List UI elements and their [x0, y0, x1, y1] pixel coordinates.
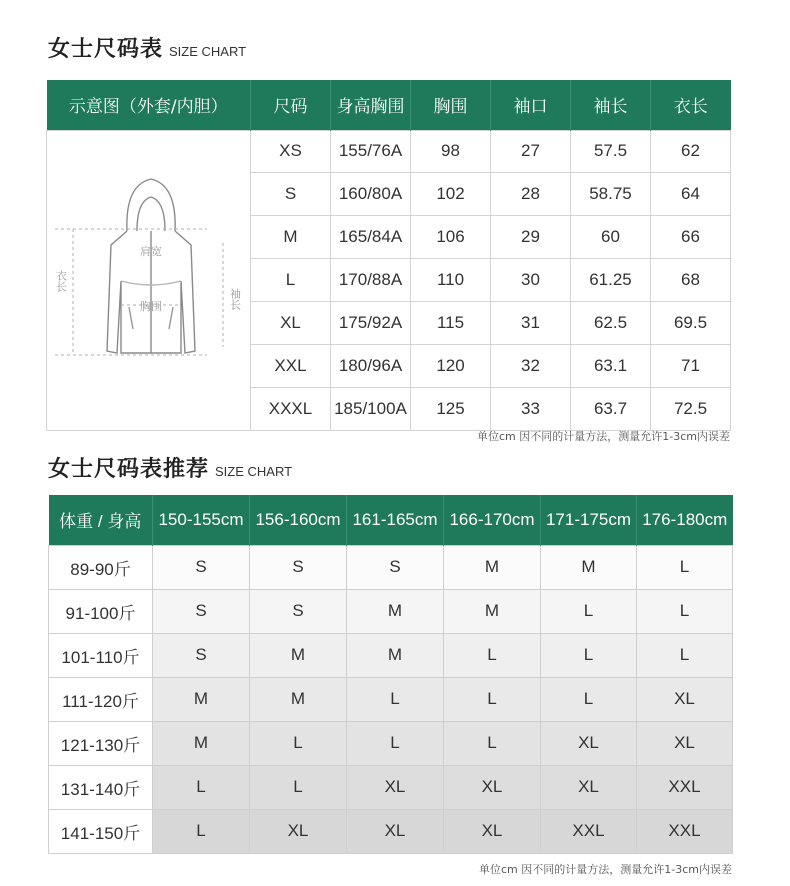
column-header: 衣长	[651, 80, 731, 130]
table-row	[49, 589, 733, 633]
weight-cell: 89-90斤	[49, 545, 153, 589]
column-header: 150-155cm	[153, 495, 250, 545]
table-cell: 29	[491, 216, 571, 259]
size-chart-table	[46, 80, 731, 431]
table-cell: M	[251, 216, 331, 259]
recommend-heading	[48, 452, 292, 483]
table-cell: XL	[444, 765, 541, 809]
table-cell: L	[347, 721, 444, 765]
sleeve-label: 袖长	[228, 287, 242, 310]
table-row	[49, 677, 733, 721]
column-header: 胸围	[411, 80, 491, 130]
table-cell: 66	[651, 216, 731, 259]
recommend-table	[48, 495, 733, 854]
table-cell: L	[637, 589, 733, 633]
table-cell: M	[250, 633, 347, 677]
table-cell: M	[541, 545, 637, 589]
table-cell: XL	[444, 809, 541, 853]
weight-cell: 121-130斤	[49, 721, 153, 765]
table-cell: 185/100A	[331, 387, 411, 430]
table-cell: XL	[251, 301, 331, 344]
table-cell: 27	[491, 130, 571, 173]
table-cell: M	[347, 633, 444, 677]
weight-cell: 111-120斤	[49, 677, 153, 721]
table-cell: S	[250, 545, 347, 589]
table-cell: 120	[411, 344, 491, 387]
table-cell: 57.5	[571, 130, 651, 173]
recommend-header-row	[49, 495, 733, 545]
table-cell: S	[347, 545, 444, 589]
table-cell: 63.7	[571, 387, 651, 430]
table-cell: XL	[347, 765, 444, 809]
shoulder-label: 肩宽	[140, 244, 162, 258]
table-cell: XL	[541, 721, 637, 765]
table-cell: 28	[491, 173, 571, 216]
table-row	[47, 130, 731, 173]
table-cell: 98	[411, 130, 491, 173]
table-cell: 62	[651, 130, 731, 173]
table-cell: 62.5	[571, 301, 651, 344]
column-header: 156-160cm	[250, 495, 347, 545]
table-cell: XXL	[637, 809, 733, 853]
table-cell: L	[153, 809, 250, 853]
table-cell: XL	[637, 677, 733, 721]
column-header: 袖口	[491, 80, 571, 130]
table-cell: 180/96A	[331, 344, 411, 387]
jacket-diagram	[47, 131, 250, 425]
weight-cell: 141-150斤	[49, 809, 153, 853]
length-label: 衣长	[54, 269, 68, 292]
table-cell: 102	[411, 173, 491, 216]
table-cell: XXL	[251, 344, 331, 387]
column-header: 166-170cm	[444, 495, 541, 545]
table-cell: XL	[347, 809, 444, 853]
column-header: 尺码	[251, 80, 331, 130]
table-cell: 125	[411, 387, 491, 430]
table-cell: 31	[491, 301, 571, 344]
table-cell: 110	[411, 259, 491, 302]
table-cell: L	[250, 721, 347, 765]
jacket-diagram-cell	[47, 130, 251, 430]
weight-cell: 131-140斤	[49, 765, 153, 809]
table-cell: L	[541, 633, 637, 677]
table-cell: M	[153, 677, 250, 721]
recommend-title-en: SIZE CHART	[215, 464, 293, 479]
table-cell: 69.5	[651, 301, 731, 344]
table-cell: 170/88A	[331, 259, 411, 302]
column-header: 161-165cm	[347, 495, 444, 545]
table-cell: S	[250, 589, 347, 633]
table-cell: M	[444, 545, 541, 589]
column-header: 176-180cm	[637, 495, 733, 545]
table-cell: XL	[541, 765, 637, 809]
table-row	[49, 545, 733, 589]
table-cell: L	[541, 589, 637, 633]
table-cell: M	[444, 589, 541, 633]
table-cell: 115	[411, 301, 491, 344]
measurement-note: 单位cm 因不同的计量方法，测量允许1-3cm内误差	[479, 863, 732, 876]
table-row	[49, 721, 733, 765]
column-header: 袖长	[571, 80, 651, 130]
size-chart-title: 女士尺码表	[48, 37, 164, 62]
table-cell: M	[153, 721, 250, 765]
size-chart-header-row	[47, 80, 731, 130]
table-cell: 30	[491, 259, 571, 302]
chest-label: 胸围	[140, 299, 162, 313]
column-header: 身高胸围	[331, 80, 411, 130]
table-cell: L	[541, 677, 637, 721]
column-header: 示意图（外套/内胆）	[47, 80, 251, 130]
table-cell: S	[251, 173, 331, 216]
table-cell: M	[347, 589, 444, 633]
column-header: 171-175cm	[541, 495, 637, 545]
table-cell: XXL	[541, 809, 637, 853]
table-cell: L	[444, 633, 541, 677]
table-cell: L	[444, 721, 541, 765]
table-cell: 64	[651, 173, 731, 216]
table-cell: S	[153, 545, 250, 589]
table-cell: XXL	[637, 765, 733, 809]
table-cell: L	[637, 633, 733, 677]
table-cell: L	[251, 259, 331, 302]
table-cell: 72.5	[651, 387, 731, 430]
table-cell: 63.1	[571, 344, 651, 387]
table-cell: 58.75	[571, 173, 651, 216]
table-cell: S	[153, 633, 250, 677]
table-cell: L	[250, 765, 347, 809]
column-header: 体重 / 身高	[49, 495, 153, 545]
weight-cell: 101-110斤	[49, 633, 153, 677]
table-cell: L	[347, 677, 444, 721]
weight-cell: 91-100斤	[49, 589, 153, 633]
table-cell: XXXL	[251, 387, 331, 430]
table-cell: 155/76A	[331, 130, 411, 173]
size-chart-heading	[48, 32, 246, 63]
table-row	[49, 765, 733, 809]
table-cell: 68	[651, 259, 731, 302]
table-cell: 106	[411, 216, 491, 259]
size-chart-title-en: SIZE CHART	[169, 44, 247, 59]
table-cell: 32	[491, 344, 571, 387]
table-cell: M	[250, 677, 347, 721]
table-cell: 61.25	[571, 259, 651, 302]
table-row	[49, 633, 733, 677]
table-cell: L	[637, 545, 733, 589]
measurement-note: 单位cm 因不同的计量方法，测量允许1-3cm内误差	[477, 430, 730, 443]
table-cell: 60	[571, 216, 651, 259]
table-cell: 175/92A	[331, 301, 411, 344]
table-cell: 165/84A	[331, 216, 411, 259]
table-cell: L	[153, 765, 250, 809]
table-cell: 160/80A	[331, 173, 411, 216]
recommend-title: 女士尺码表推荐	[48, 457, 210, 482]
table-cell: 33	[491, 387, 571, 430]
table-cell: 71	[651, 344, 731, 387]
table-row	[49, 809, 733, 853]
table-cell: L	[444, 677, 541, 721]
table-cell: S	[153, 589, 250, 633]
table-cell: XL	[250, 809, 347, 853]
table-cell: XS	[251, 130, 331, 173]
table-cell: XL	[637, 721, 733, 765]
